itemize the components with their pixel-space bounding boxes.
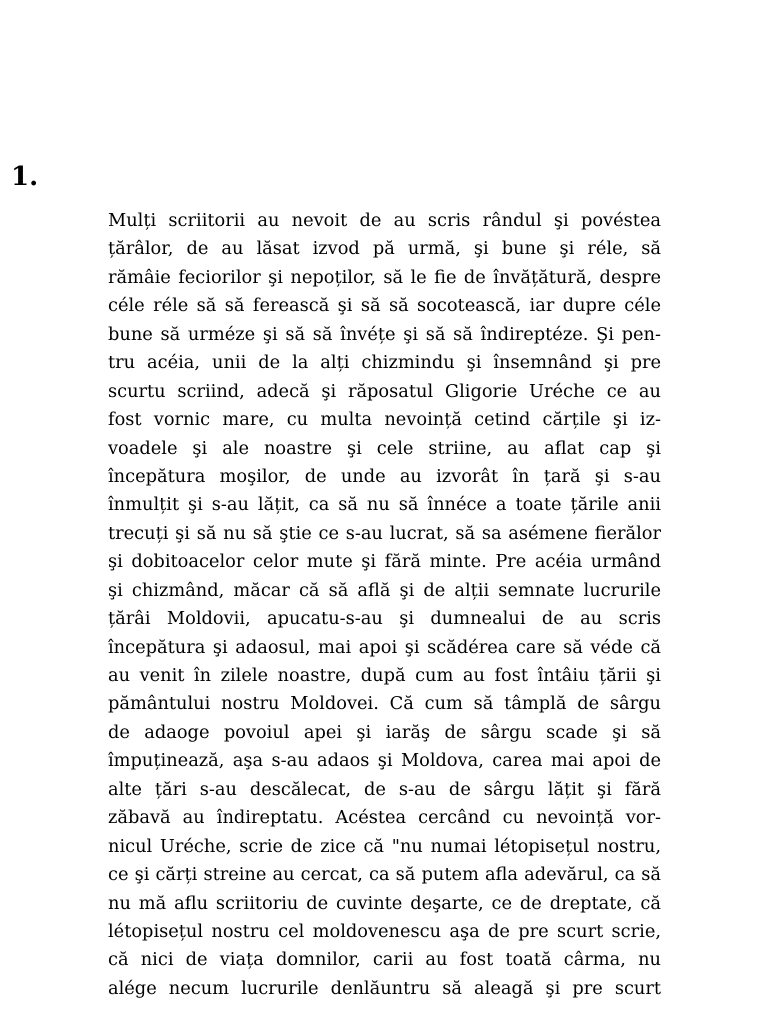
text-line: țărâi Moldovii, apucatu-s-au şi dumnealui de au scris <box>108 608 661 630</box>
text-line: au venit în zilele noastre, după cum au fost întâiu țării şi <box>108 665 661 686</box>
text-line: nu mă aflu scriitoriu de cuvinte deşarte, ce de dreptate, că <box>108 892 661 914</box>
text-line: începătura moşilor, de unde au izvorât în țară şi s-au <box>108 465 661 487</box>
text-line: tru acéia, unii de la alți chizmindu şi însemnând şi pre <box>108 352 661 374</box>
chapter-number: 1. <box>11 162 39 192</box>
text-line: şi chizmând, măcar că să află şi de alții semnate lucrurile <box>108 579 661 601</box>
text-line: rămâie feciorilor şi nepoților, să le fie de învățătură, despre <box>108 266 661 288</box>
text-line: alége necum lucrurile denlăuntru să aleagă şi pre scurt <box>108 977 661 999</box>
text-line: alte țări s-au descălecat, de s-au de sârgu lățit şi fără <box>108 778 661 800</box>
text-line: de adaoge povoiul apei şi iarăş de sârgu scade şi să <box>108 721 661 743</box>
text-line: létopisețul nostru cel moldovenescu aşa de pre scurt scrie, <box>108 920 661 942</box>
text-line: trecuți şi să nu să ştie ce s-au lucrat, să sa asémene fierălor <box>108 522 661 544</box>
text-line: înmulțit şi s-au lățit, ca să nu să înnéce a toate țările anii <box>108 494 661 516</box>
text-line: scurtu scriind, adecă şi răposatul Gligorie Uréche ce au <box>108 380 661 402</box>
text-line: şi dobitoacelor celor mute şi fără minte. Pre acéia urmând <box>108 551 661 573</box>
text-line: céle réle să să ferească şi să să socotească, iar dupre céle <box>108 295 661 317</box>
text-line: nicul Uréche, scrie de zice că "nu numai létopisețul nostru, <box>108 835 661 857</box>
text-line: zăbavă au îndireptatu. Acéstea cercând cu nevoință vor- <box>108 807 661 829</box>
text-line: voadele şi ale noastre şi cele striine, au aflat cap şi <box>108 437 661 459</box>
text-line: împuținează, aşa s-au adaos şi Moldova, carea mai apoi de <box>108 750 661 772</box>
body-paragraph <box>108 207 661 1003</box>
text-line: pământului nostru Moldovei. Că cum să tâmplă de sârgu <box>108 693 661 715</box>
text-line: țărâlor, de au lăsat izvod pă urmă, şi bune şi réle, să <box>108 238 661 260</box>
text-line: bune să urméze şi să să învéțe şi să să îndireptéze. Şi pen- <box>108 323 661 345</box>
text-line: începătura şi adaosul, mai apoi şi scădérea care să véde că <box>108 636 661 658</box>
text-line: că nici de viața domnilor, carii au fost toată cârma, nu <box>108 949 661 971</box>
text-line: Mulți scriitorii au nevoit de au scris rândul şi povéstea <box>108 210 661 231</box>
text-line: fost vornic mare, cu multa nevoință cetind cărțile şi iz- <box>108 409 661 431</box>
text-line: ce şi cărți streine au cercat, ca să putem afla adevărul, ca să <box>108 864 661 886</box>
